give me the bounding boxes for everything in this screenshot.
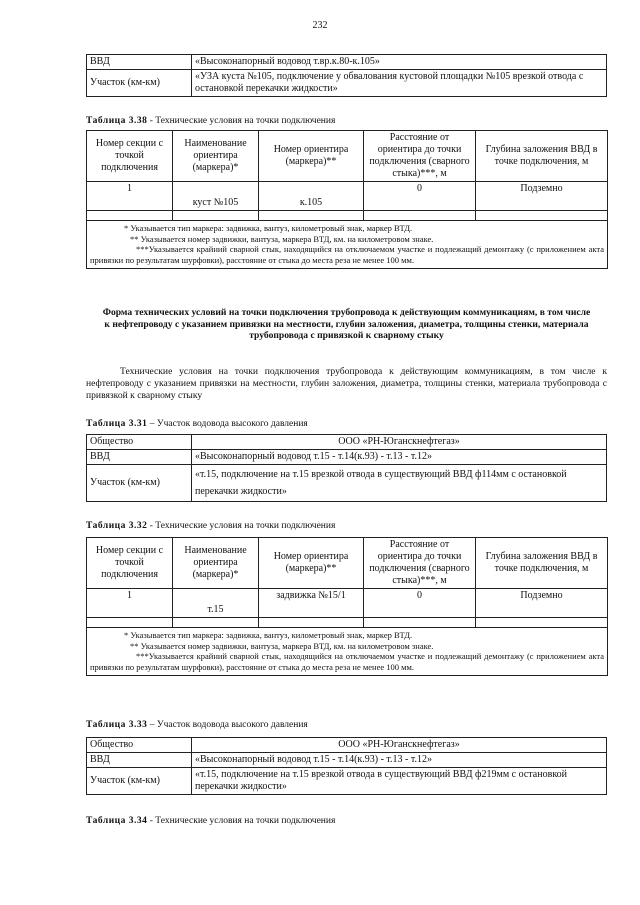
cell: [87, 196, 173, 211]
caption-label: Таблица 3.31: [86, 419, 148, 429]
table-row: [87, 589, 608, 604]
cell: [259, 182, 364, 197]
row-label: ВВД: [87, 753, 192, 768]
notes-row: [87, 221, 608, 269]
cell: 0: [364, 589, 476, 604]
cell: задвижка №15/1: [259, 589, 364, 604]
header-cell: Номер секции с точкой подключения: [87, 538, 173, 589]
header-row: [87, 538, 608, 589]
caption-label: Таблица 3.33: [86, 720, 148, 730]
cell: [364, 603, 476, 618]
table-338: [86, 130, 608, 269]
cell: Подземно: [476, 182, 608, 197]
row-value: «Высоконапорный водовод т.15 - т.14(к.93) - т.13 - т.12»: [192, 450, 607, 465]
note-3: ***Указывается крайний сварной стык, находящийся на отключаемом участке и подлежащий демонтажу (с приложением акта привязки по результатам шурфовки), расстояние от стыка до места реза не менее 100 мм.: [90, 651, 604, 672]
row-label: ВВД: [87, 450, 192, 465]
cell: куст №105: [173, 196, 259, 211]
table-333: [86, 737, 607, 795]
cell: [173, 182, 259, 197]
cell: 0: [364, 182, 476, 197]
table-331-caption: [86, 419, 308, 429]
note-1: * Указывается тип маркера: задвижка, вантуз, километровый знак, маркер ВТД.: [124, 630, 413, 640]
row-value: «т.15, подключение на т.15 врезкой отвода в существующий ВВД ф219мм с остановкой перекачки жидкости»: [192, 768, 607, 795]
table-row: [87, 768, 607, 795]
cell: Подземно: [476, 589, 608, 604]
cell: [173, 589, 259, 604]
section-paragraph: Технические условия на точки подключения трубопровода к действующим коммуникациям, в том числе к нефтепроводу с указанием привязки на местности, глубин заложения, диаметра, толщины стенки, материала трубопровода с привязкой к сварному стыку: [86, 366, 607, 401]
caption-label: Таблица 3.32: [86, 521, 148, 531]
header-cell: Номер секции с точкой подключения: [87, 131, 173, 182]
table-334-caption: [86, 816, 335, 826]
cell: [364, 196, 476, 211]
header-cell: Номер ориентира (маркера)**: [259, 538, 364, 589]
row-label: Общество: [87, 738, 192, 753]
row-value: ООО «РН-Юганскнефтегаз»: [192, 435, 607, 450]
row-label: Участок (км-км): [87, 768, 192, 795]
row-value: «т.15, подключение на т.15 врезкой отвода в существующий ВВД ф114мм с остановкой перекачки жидкости»: [192, 465, 607, 502]
table-row: [87, 738, 607, 753]
cell: [259, 603, 364, 618]
table-row: [87, 618, 608, 628]
header-row: [87, 131, 608, 182]
table-row: [87, 465, 607, 502]
row-label: Участок (км-км): [87, 70, 192, 97]
table-row: [87, 450, 607, 465]
cell: [476, 196, 608, 211]
header-cell: Наименование ориентира (маркера)*: [173, 131, 259, 182]
row-value: «УЗА куста №105, подключение у обвалования кустовой площадки №105 врезкой отвода с остановкой перекачки жидкости»: [192, 70, 607, 97]
cell: т.15: [173, 603, 259, 618]
table-331: [86, 434, 607, 502]
header-cell: Наименование ориентира (маркера)*: [173, 538, 259, 589]
cell: [476, 603, 608, 618]
caption-label: Таблица 3.38: [86, 116, 148, 126]
table-row: [87, 55, 607, 70]
note-1: * Указывается тип маркера: задвижка, вантуз, километровый знак, маркер ВТД.: [124, 223, 413, 233]
table-row: [87, 196, 608, 211]
caption-text: – Участок водовода высокого давления: [147, 720, 308, 730]
notes-row: [87, 628, 608, 676]
header-cell: Номер ориентира (маркера)**: [259, 131, 364, 182]
header-cell: Глубина заложения ВВД в точке подключения, м: [476, 131, 608, 182]
header-cell: Расстояние от ориентира до точки подключения (сварного стыка)***, м: [364, 131, 476, 182]
header-cell: Глубина заложения ВВД в точке подключения, м: [476, 538, 608, 589]
caption-text: – Участок водовода высокого давления: [147, 419, 308, 429]
table-row: [87, 182, 608, 197]
table-338-caption: [86, 116, 335, 126]
cell: [87, 603, 173, 618]
row-value: «Высоконапорный водовод т.вр.к.80-к.105»: [192, 55, 607, 70]
row-label: ВВД: [87, 55, 192, 70]
row-label: Общество: [87, 435, 192, 450]
top-info-table: [86, 54, 607, 97]
notes-cell: [87, 628, 608, 676]
table-row: [87, 435, 607, 450]
caption-text: - Технические условия на точки подключения: [147, 116, 336, 126]
caption-text: - Технические условия на точки подключения: [147, 521, 336, 531]
cell: 1: [87, 182, 173, 197]
table-row: [87, 603, 608, 618]
table-332: [86, 537, 608, 676]
row-label: Участок (км-км): [87, 465, 192, 502]
row-value: «Высоконапорный водовод т.15 - т.14(к.93) - т.13 - т.12»: [192, 753, 607, 768]
note-3: ***Указывается крайний сварной стык, находящийся на отключаемом участке и подлежащий демонтажу (с приложением акта привязки по результатам шурфовки), расстояние от стыка до места реза не менее 100 мм.: [90, 244, 604, 265]
cell: 1: [87, 589, 173, 604]
note-2: ** Указывается номер задвижки, вантуза, маркера ВТД, км. на километровом знаке.: [130, 233, 434, 244]
table-332-caption: [86, 521, 335, 531]
notes-cell: [87, 221, 608, 269]
page-number: 232: [312, 20, 328, 31]
table-333-caption: [86, 720, 308, 730]
table-row: [87, 70, 607, 97]
section-title: Форма технических условий на точки подключения трубопровода к действующим коммуникациям, в том числе к нефтепроводу с указанием привязки на местности, глубин заложения, диаметра, толщины стенки, материала трубопровода с привязкой к сварному стыку: [102, 307, 591, 341]
table-row: [87, 211, 608, 221]
cell: к.105: [259, 196, 364, 211]
note-2: ** Указывается номер задвижки, вантуза, маркера ВТД, км. на километровом знаке.: [130, 640, 434, 651]
table-row: [87, 753, 607, 768]
caption-label: Таблица 3.34: [86, 816, 148, 826]
caption-text: - Технические условия на точки подключения: [147, 816, 336, 826]
header-cell: Расстояние от ориентира до точки подключения (сварного стыка)***, м: [364, 538, 476, 589]
row-value: ООО «РН-Юганскнефтегаз»: [192, 738, 607, 753]
